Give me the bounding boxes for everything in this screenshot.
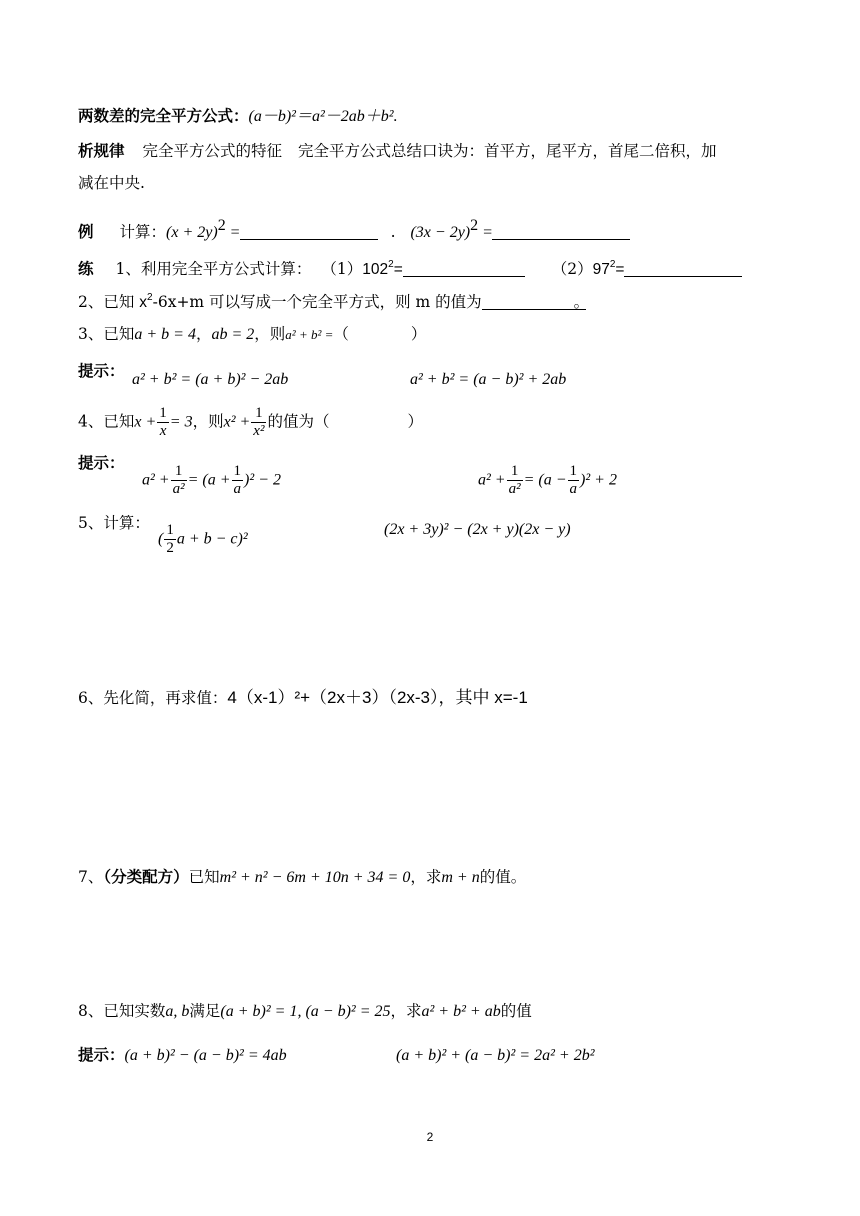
rule-text1: 完全平方公式的特征 xyxy=(142,142,283,160)
example-sep: . xyxy=(390,223,396,241)
formula-line xyxy=(78,105,398,128)
question-7: 7、（分类配方）已知m² + n² − 6m + 10n + 34 = 0，求m + n的值。 xyxy=(78,868,527,886)
question-4: 4、已知x + $\frac{1}{x}$ = 3，则x² + $\frac{1}{\text{x²}}$ 的值为（ ） xyxy=(78,405,423,439)
answer-blank-1[interactable] xyxy=(240,223,378,240)
hint-1 xyxy=(78,360,125,382)
rule-text2: 完全平方公式总结口诀为：首平方，尾平方，首尾二倍积，加 xyxy=(298,142,717,160)
formula-text: (a－b)²＝a²－2ab＋b². xyxy=(248,108,398,125)
question-8: 8、已知实数a, b满足(a + b)² = 1, (a − b)² = 25，求a² + b² + ab的值 xyxy=(78,1002,532,1020)
example-eq2: = xyxy=(483,224,493,241)
page-number: 2 xyxy=(426,1130,434,1144)
practice-label: 练 xyxy=(78,260,94,278)
hint-3: 提示：(a + b)² − (a − b)² = 4ab xyxy=(78,1046,287,1064)
answer-blank-3[interactable] xyxy=(403,260,525,277)
question-6: 6、先化简，再求值：4（x-1）²+（2x＋3）（2x-3），其中 x=-1 xyxy=(78,688,528,707)
rule-text3: 减在中央. xyxy=(78,174,145,192)
answer-blank-4[interactable] xyxy=(624,260,742,277)
practice-q1: 1、利用完全平方公式计算： xyxy=(115,260,312,278)
hint-1-formula-1: a² + b² = (a + b)² − 2ab xyxy=(132,371,289,388)
example-expr2: (3x − 2y) xyxy=(410,224,471,241)
rule-label: 析规律 xyxy=(78,142,125,160)
rule-line-2 xyxy=(78,172,145,194)
example-prompt: 计算： xyxy=(119,223,167,241)
hint-2-formula-1: a² + $\frac{1}{\text{a²}}$ = (a + $\frac{1}{a}$ )² − 2 xyxy=(142,463,281,497)
question-3: 3、已知a + b = 4，ab = 2，则a² + b² =（ ） xyxy=(78,325,427,343)
hint-1-formula-2: a² + b² = (a − b)² + 2ab xyxy=(410,371,567,388)
formula-label: 两数差的完全平方公式： xyxy=(78,107,249,125)
practice-line: 练 1、利用完全平方公式计算： $(1)102^2= (2)97^2=$ xyxy=(78,258,742,281)
hint-3-formula-2: (a + b)² + (a − b)² = 2a² + 2b² xyxy=(396,1047,595,1064)
rule-line xyxy=(78,140,717,162)
example-eq1: = xyxy=(230,224,240,241)
question-5: 5、计算： xyxy=(78,514,150,532)
hint-2: 提示： xyxy=(78,454,125,472)
example-line: 例 计算：$(x + 2y)^2$ = . $(3x - 2y)^2$ = xyxy=(78,221,630,244)
example-label: 例 xyxy=(78,223,94,241)
example-expr1: (x + 2y) xyxy=(166,224,218,241)
question-5-expr-1: ( $\frac{1}{2}$ a + b − c)² xyxy=(158,522,248,556)
answer-blank-5[interactable] xyxy=(482,293,586,310)
hint-2-formula-2: a² + $\frac{1}{\text{a²}}$ = (a − $\frac{1}{a}$ )² + 2 xyxy=(478,463,617,497)
question-5-expr-2: (2x + 3y)² − (2x + y)(2x − y) xyxy=(384,521,571,538)
question-2: 2、已知 $x^2-6x+m$ 可以写成一个完全平方式，则 m 的值为 。 xyxy=(78,292,590,311)
answer-blank-2[interactable] xyxy=(492,223,630,240)
hint-label: 提示： xyxy=(78,362,125,380)
